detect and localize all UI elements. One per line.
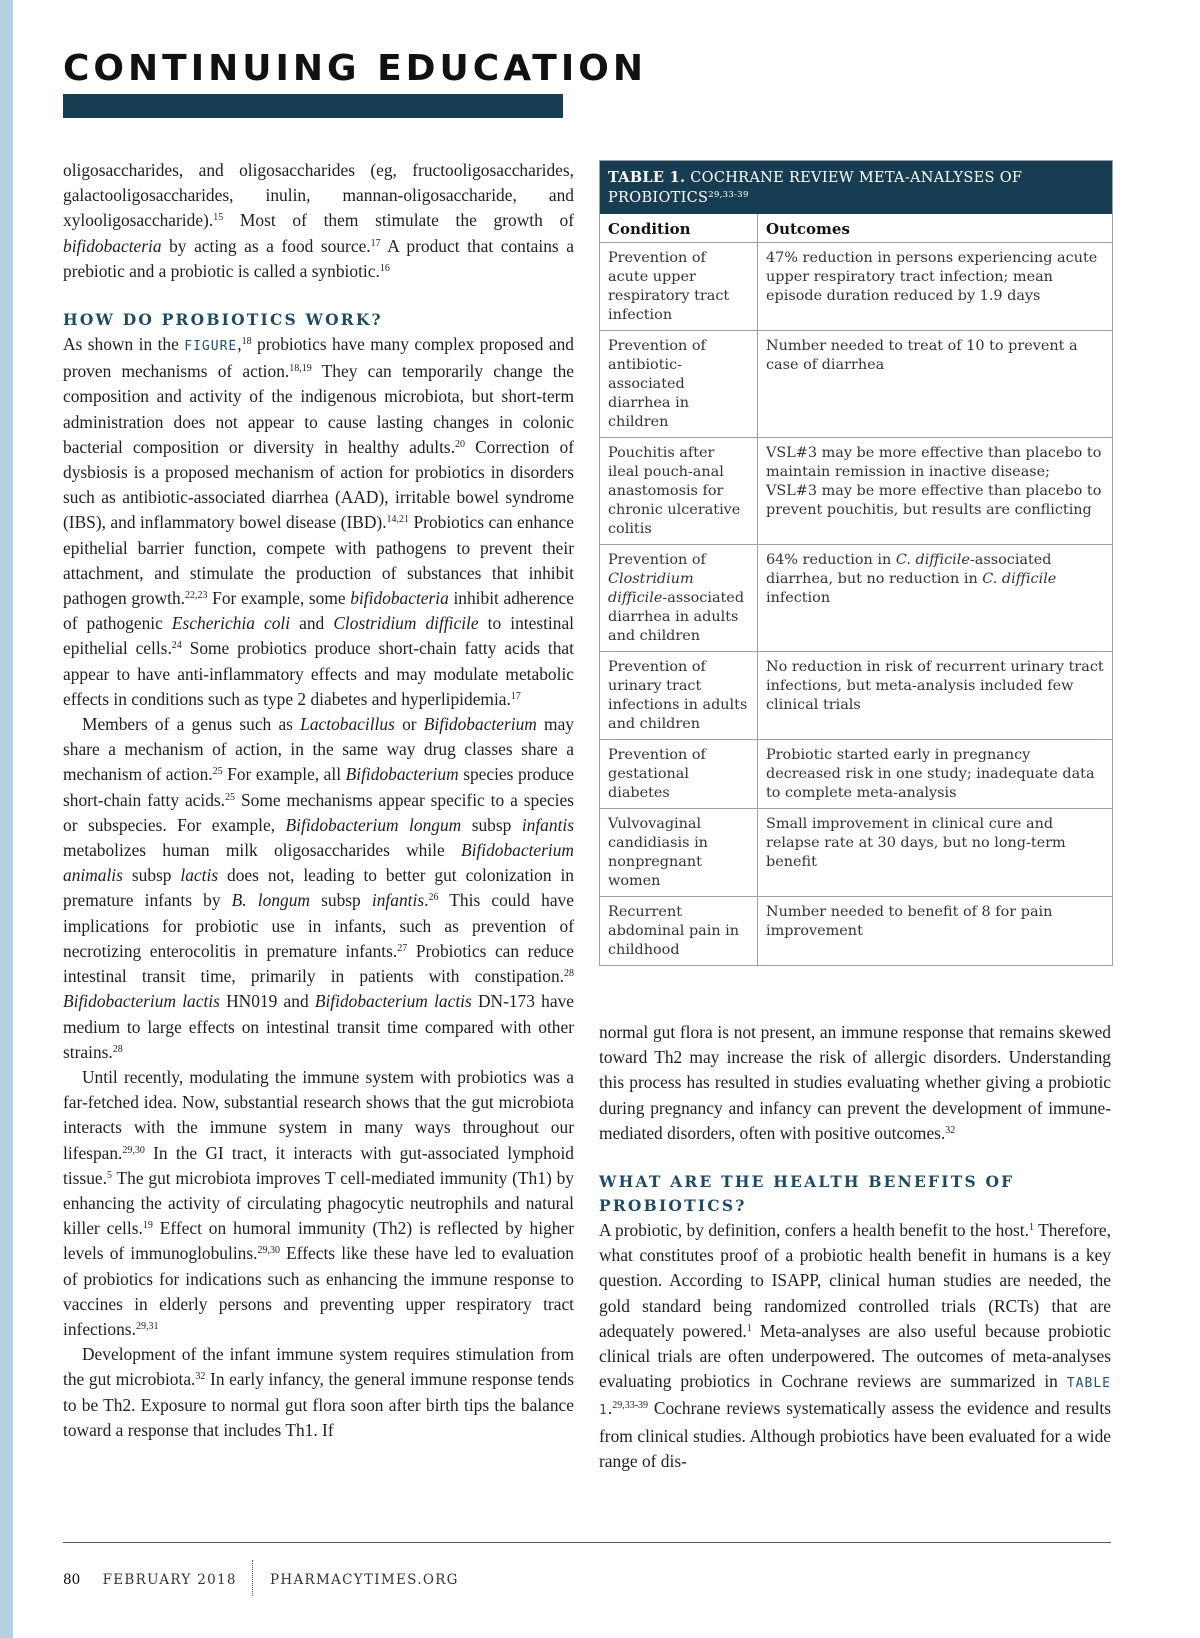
- condition-cell: Prevention of gestational diabetes: [600, 740, 758, 809]
- section-heading-benefits: WHAT ARE THE HEALTH BENEFITS OF PROBIOTICS?: [599, 1172, 1015, 1216]
- page-footer: [63, 1560, 459, 1596]
- table-row: [600, 243, 1112, 331]
- condition-cell: Vulvovaginal candidiasis in nonpregnant women: [600, 809, 758, 897]
- table-row: [600, 897, 1112, 966]
- outcome-cell: 47% reduction in persons experiencing acute upper respiratory tract infection; mean episode duration reduced by 1.9 days: [766, 250, 1098, 304]
- table-row: [600, 652, 1112, 740]
- issue-date: FEBRUARY 2018: [102, 1572, 237, 1588]
- side-accent-bar: [0, 0, 13, 1638]
- table-row: [600, 809, 1112, 897]
- footer-rule: [63, 1542, 1111, 1543]
- intro-paragraph: oligosaccharides, and oligosaccharides (eg, fructooligosaccharides, galactooligosaccharides, inulin, mannan-oligosaccharide, and xylooligosaccharide).$^{15}$ Most of them stimulate the growth of bifidobacteria by acting as a food source.$^{17}$ A product that contains a prebiotic and a probiotic is called a synbiotic.$^{16}$: [63, 160, 574, 281]
- column-header-condition: Condition: [600, 214, 758, 243]
- paragraph-allergy: normal gut flora is not present, an immune response that remains skewed toward Th2 may increase the risk of allergic disorders. Understanding this process has resulted in studies evaluating whether giving a probiotic during pregnancy and infancy can prevent the development of immune-mediated disorders, often with positive outcomes.$^{32}$: [599, 1022, 1111, 1143]
- condition-cell: Pouchitis after ileal pouch-anal anastomosis for chronic ulcerative colitis: [600, 438, 758, 545]
- section-title: CONTINUING EDUCATION: [63, 48, 647, 89]
- paragraph-genus: Members of a genus such as Lactobacillus or Bifidobacterium may share a mechanism of action, in the same way drug classes share a mechanism of action.$^{25}$ For example, all Bifidobacterium species produce short-chain fatty acids.$^{25}$ Some mechanisms appear specific to a species or subspecies. For example, Bifidobacterium longum subsp infantis metabolizes human milk oligosaccharides while Bifidobacterium animalis subsp lactis does not, leading to better gut colonization in premature infants by B. longum subsp infantis.$^{26}$ This could have implications for probiotic use in infants, such as prevention of necrotizing enterocolitis in premature infants.$^{27}$ Probiotics can reduce intestinal transit time, primarily in patients with constipation.$^{28}$ Bifidobacterium lactis HN019 and Bifidobacterium lactis DN-173 have medium to large effects on intestinal transit time compared with other strains.$^{28}$: [63, 714, 575, 1062]
- figure-link[interactable]: FIGURE: [184, 339, 238, 355]
- table-grid: [600, 214, 1112, 965]
- section-heading-how: HOW DO PROBIOTICS WORK?: [63, 310, 383, 330]
- column-header-outcomes: Outcomes: [758, 214, 1113, 243]
- paragraph-mechanisms: As shown in the FIGURE,$^{18}$ probiotics have many complex proposed and proven mechanisms of action.$^{18,19}$ They can temporarily change the composition and activity of the indigenous microbiota, but short-term administration does not appear to cause lasting changes in colonic bacterial composition or diversity in healthy adults.$^{20}$ Correction of dysbiosis is a proposed mechanism of action for probiotics in disorders such as antibiotic-associated diarrhea (AAD), irritable bowel syndrome (IBS), and inflammatory bowel disease (IBD).$^{14,21}$ Probiotics can enhance epithelial barrier function, compete with pathogens to prevent their attachment, and stimulate the production of substances that inhibit pathogen growth.$^{22,23}$ For example, some bifidobacteria inhibit adherence of pathogenic Escherichia coli and Clostridium difficile to intestinal epithelial cells.$^{24}$ Some probiotics produce short-chain fatty acids that appear to have anti-inflammatory effects and may modulate metabolic effects in conditions such as type 2 diabetes and hyperlipidemia.$^{17}$: [63, 334, 575, 709]
- right-column: [599, 1020, 1111, 1474]
- table-row: [600, 545, 1112, 652]
- left-column: [63, 158, 574, 1443]
- site-name[interactable]: PHARMACYTIMES.ORG: [269, 1572, 459, 1588]
- outcome-cell: VSL#3 may be more effective than placebo to maintain remission in inactive disease; VSL#3 may be more effective than placebo to prevent pouchitis, but results are conflicting: [758, 438, 1113, 545]
- condition-cell: Prevention of antibiotic-associated diarrhea in children: [600, 331, 758, 438]
- paragraph-immune: Until recently, modulating the immune system with probiotics was a far-fetched idea. Now, substantial research shows that the gut microbiota interacts with the immune system in many ways throughout our lifespan.$^{29,30}$ In the GI tract, it interacts with gut-associated lymphoid tissue.$^5$ The gut microbiota improves T cell-mediated immunity (Th1) by enhancing the activity of circulating phagocytic neutrophils and natural killer cells.$^{19}$ Effect on humoral immunity (Th2) is reflected by higher levels of immunoglobulins.$^{29,30}$ Effects like these have led to evaluation of probiotics for indications such as enhancing the immune response to vaccines in elderly persons and preventing upper respiratory tract infections.$^{29,31}$: [63, 1066, 574, 1339]
- condition-cell: Prevention of urinary tract infections in adults and children: [600, 652, 758, 740]
- condition-cell: Prevention of acute upper respiratory tract infection: [600, 243, 758, 331]
- condition-cell: Prevention of Clostridium difficile-associated diarrhea in adults and children: [600, 545, 758, 652]
- footer-divider: [252, 1560, 254, 1596]
- outcome-cell: Small improvement in clinical cure and relapse rate at 30 days, but no long-term benefit: [758, 809, 1113, 897]
- outcome-cell: Number needed to treat of 10 to prevent a case of diarrhea: [758, 331, 1113, 438]
- paragraph-infant: Development of the infant immune system requires stimulation from the gut microbiota.$^{32}$ In early infancy, the general immune response tends to be Th2. Exposure to normal gut flora soon after birth tips the balance toward a response that includes Th1. If: [63, 1344, 574, 1440]
- outcome-cell: 64% reduction in C. difficile-associated diarrhea, but no reduction in C. difficile infection: [758, 545, 1113, 652]
- table-row: [600, 438, 1112, 545]
- page-number: 80: [63, 1572, 81, 1588]
- table-title: TABLE 1. COCHRANE REVIEW META-ANALYSES OF PROBIOTICS$^{29,33-39}$: [600, 161, 1112, 214]
- table-row: [600, 331, 1112, 438]
- title-underline-bar: [63, 94, 563, 118]
- outcome-cell: No reduction in risk of recurrent urinary tract infections, but meta-analysis included few clinical trials: [758, 652, 1113, 740]
- table-row: [600, 740, 1112, 809]
- cochrane-table: [599, 160, 1113, 966]
- outcome-cell: Probiotic started early in pregnancy decreased risk in one study; inadequate data to complete meta-analysis: [758, 740, 1113, 809]
- outcome-cell: Number needed to benefit of 8 for pain improvement: [758, 897, 1113, 966]
- condition-cell: Recurrent abdominal pain in childhood: [600, 897, 758, 966]
- table-link[interactable]: TABLE 1: [599, 1376, 1111, 1419]
- paragraph-benefits: A probiotic, by definition, confers a health benefit to the host.$^1$ Therefore, what constitutes proof of a probiotic health benefit in humans is a key question. According to ISAPP, clinical human studies are needed, the gold standard being randomized controlled trials (RCTs) that are adequately powered.$^1$ Meta-analyses are also useful because probiotic clinical trials are often underpowered. The outcomes of meta-analyses evaluating probiotics in Cochrane reviews are summarized in TABLE 1.$^{29,33-39}$ Cochrane reviews systematically assess the evidence and results from clinical studies. Although probiotics have been evaluated for a wide range of dis-: [599, 1220, 1111, 1471]
